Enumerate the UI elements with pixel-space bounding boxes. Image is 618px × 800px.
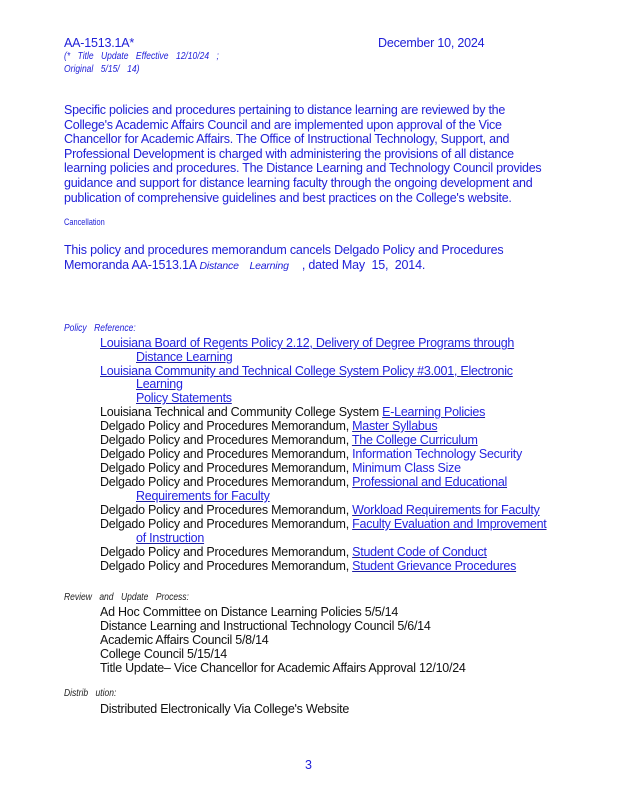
distribution-text: Distributed Electronically Via College's Website bbox=[100, 702, 350, 716]
reference-prefix: Delgado Policy and Procedures Memorandum, bbox=[100, 447, 353, 461]
reference-item bbox=[100, 447, 522, 461]
cancellation-heading: Cancellation bbox=[64, 217, 105, 228]
title-update-note: (* Title Update Effective 12/10/24 ; bbox=[64, 51, 219, 62]
original-date-note: Original 5/15/ 14) bbox=[64, 64, 140, 75]
intro-line: guidance and support for distance learning faculty through the ongoing development and bbox=[64, 175, 533, 190]
reference-item bbox=[100, 405, 485, 419]
reference-link-professional-educational-requirements[interactable]: Professional and Educational bbox=[352, 475, 508, 489]
reference-prefix: Louisiana Technical and Community College System bbox=[100, 405, 383, 419]
review-item: College Council 5/15/14 bbox=[100, 647, 227, 661]
reference-prefix: Delgado Policy and Procedures Memorandum, bbox=[100, 433, 352, 447]
reference-link-minimum-class-size[interactable]: Minimum Class Size bbox=[352, 461, 461, 475]
reference-link-faculty-evaluation[interactable]: Faculty Evaluation and Improvement bbox=[352, 517, 547, 531]
reference-link-college-curriculum[interactable]: The College Curriculum bbox=[351, 433, 478, 447]
reference-prefix: Delgado Policy and Procedures Memorandum, bbox=[100, 503, 353, 517]
cancellation-date: , dated May 15, 2014. bbox=[288, 258, 426, 272]
intro-line: Specific policies and procedures pertaining to distance learning are reviewed by the bbox=[64, 103, 506, 117]
distribution-heading: Distrib ution: bbox=[64, 688, 117, 699]
reference-prefix: Delgado Policy and Procedures Memorandum, bbox=[100, 545, 353, 559]
reference-link-lctcs-policy-cont[interactable]: Learning bbox=[136, 377, 183, 391]
reference-link-faculty-evaluation-cont[interactable]: of Instruction bbox=[136, 531, 205, 545]
intro-line: Chancellor for Academic Affairs. The Office of Instructional Technology, Support, and bbox=[64, 132, 510, 147]
reference-item bbox=[100, 461, 461, 475]
reference-item bbox=[100, 475, 507, 489]
reference-prefix: Delgado Policy and Procedures Memorandum, bbox=[100, 475, 353, 489]
reference-link-lctcs-policy-statements[interactable]: Policy Statements bbox=[136, 391, 232, 405]
reference-item bbox=[100, 503, 540, 517]
reference-link-lctcs-policy[interactable]: Louisiana Community and Technical College System Policy #3.001, Electronic bbox=[100, 364, 513, 378]
cancellation-line-1: This policy and procedures memorandum cancels Delgado Policy and Procedures bbox=[64, 243, 504, 257]
review-item: Title Update– Vice Chancellor for Academic Affairs Approval 12/10/24 bbox=[100, 661, 466, 675]
reference-link-student-grievance-procedures[interactable]: Student Grievance Procedures bbox=[352, 559, 517, 573]
reference-link-student-code-of-conduct[interactable]: Student Code of Conduct bbox=[352, 545, 487, 559]
reference-link-regents-policy-cont[interactable]: Distance Learning bbox=[136, 350, 233, 364]
reference-prefix: Delgado Policy and Procedures Memorandum, bbox=[100, 559, 353, 573]
cancelled-memo-title: Distance Learning bbox=[199, 260, 289, 272]
reference-item bbox=[100, 559, 516, 573]
review-item: Ad Hoc Committee on Distance Learning Policies 5/5/14 bbox=[100, 605, 399, 619]
reference-link-professional-educational-requirements-cont[interactable]: Requirements for Faculty bbox=[136, 489, 270, 503]
reference-item bbox=[100, 545, 487, 559]
cancellation-line-2 bbox=[64, 258, 425, 272]
reference-prefix: Delgado Policy and Procedures Memorandum, bbox=[100, 419, 353, 433]
intro-line: Professional Development is charged with administering the provisions of all distance bbox=[64, 146, 514, 161]
reference-link-regents-policy[interactable]: Louisiana Board of Regents Policy 2.12, Delivery of Degree Programs through bbox=[100, 336, 515, 350]
policy-reference-heading: Policy Reference: bbox=[64, 323, 136, 334]
reference-prefix: Delgado Policy and Procedures Memorandum, bbox=[100, 461, 353, 475]
page-number: 3 bbox=[305, 758, 312, 772]
review-process-heading: Review and Update Process: bbox=[64, 592, 189, 603]
doc-number: AA-1513.1A* bbox=[64, 36, 135, 50]
intro-paragraph bbox=[64, 103, 554, 205]
reference-item bbox=[100, 517, 547, 531]
reference-prefix: Delgado Policy and Procedures Memorandum, bbox=[100, 517, 353, 531]
reference-item bbox=[100, 419, 437, 433]
reference-link-e-learning-policies[interactable]: E-Learning Policies bbox=[382, 405, 486, 419]
intro-line: publication of comprehensive guidelines and best practices on the College's website. bbox=[64, 190, 512, 205]
reference-item bbox=[100, 433, 478, 447]
doc-date: December 10, 2024 bbox=[378, 36, 485, 50]
reference-link-workload-requirements[interactable]: Workload Requirements for Faculty bbox=[352, 503, 540, 517]
review-item: Distance Learning and Instructional Technology Council 5/6/14 bbox=[100, 619, 431, 633]
reference-link-it-security[interactable]: Information Technology Security bbox=[352, 447, 523, 461]
intro-line: learning policies and procedures. The Distance Learning and Technology Council provides bbox=[64, 161, 542, 176]
reference-link-master-syllabus[interactable]: Master Syllabus bbox=[352, 419, 438, 433]
intro-line: College's Academic Affairs Council and are implemented upon approval of the Vice bbox=[64, 117, 502, 132]
cancellation-memo-prefix: Memoranda AA-1513.1A bbox=[64, 258, 200, 272]
review-item: Academic Affairs Council 5/8/14 bbox=[100, 633, 269, 647]
